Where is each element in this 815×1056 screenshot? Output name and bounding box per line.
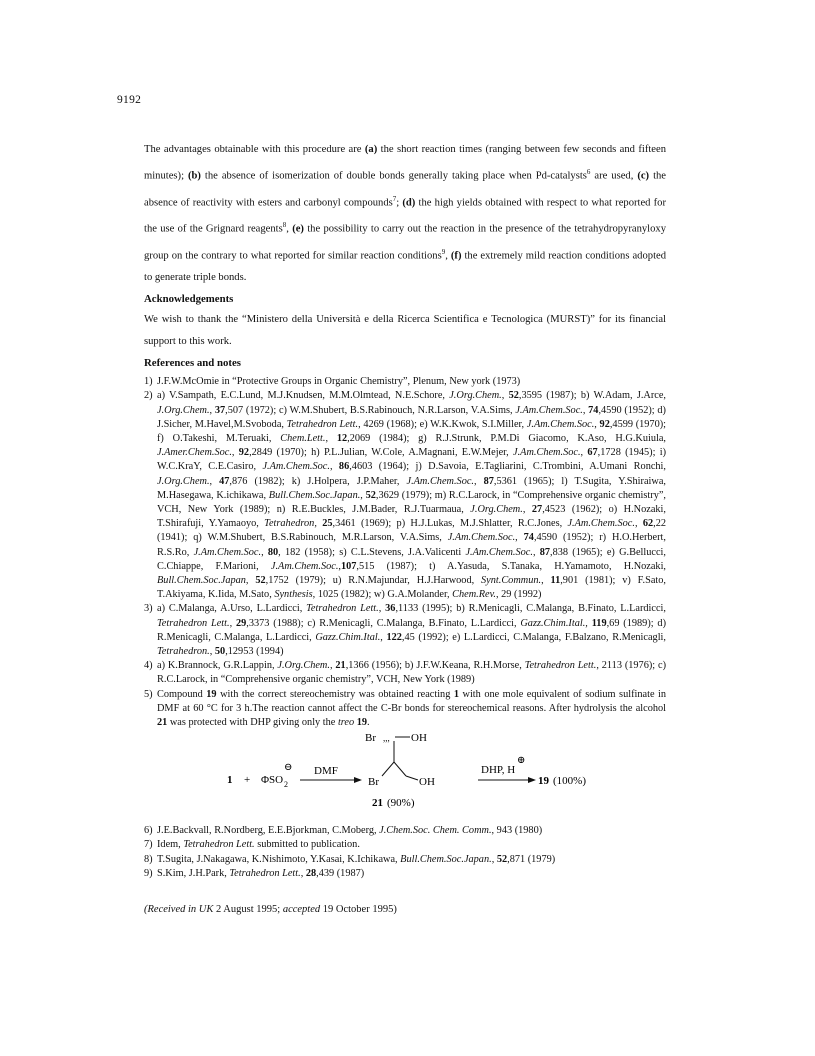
reference-number: 3) — [144, 603, 153, 615]
text-run: , — [532, 546, 540, 558]
text-run: , — [329, 660, 336, 672]
text-run: Tetrahedron Lett. — [306, 603, 379, 615]
text-run: , — [325, 432, 337, 444]
text-run: the high yields obtained with respect to what reported for the use of the Grignard reagents — [144, 197, 666, 235]
reference-item — [144, 853, 666, 867]
text-run: J.Org.Chem. — [449, 390, 502, 402]
intermediate-label: 21 — [372, 797, 383, 810]
text-run: with one mole equivalent of sodium sulfinate in DMF at 60 °C for 3 h.The reaction cannot affect the C-Br bonds for stereochemical reasons. After hydrolysis the alcohol — [157, 688, 667, 714]
references-list — [144, 375, 666, 881]
text-run: J.Am.Chem.Soc. — [406, 475, 474, 487]
text-run: with the correct stereochemistry was obtained reacting — [216, 688, 454, 700]
text-run: J.Am.Chem.Soc. — [515, 404, 583, 416]
text-run: treo — [337, 717, 355, 728]
text-run: 122 — [386, 631, 402, 643]
text-run: 28 — [305, 867, 317, 879]
reference-number: 8) — [144, 853, 153, 865]
text-run: , 4269 (1968); e) W.K.Kwok, S.I.Miller, — [358, 418, 527, 430]
article-body — [144, 139, 666, 881]
reference-item — [144, 389, 666, 602]
text-run: 25 — [322, 518, 333, 530]
text-run: 47 — [219, 475, 230, 487]
text-run: 12 — [336, 432, 348, 444]
text-run: , — [231, 447, 239, 459]
text-run: Idem, — [157, 839, 184, 851]
text-run: ,3595 (1987); b) W.Adam, J.Arce, — [518, 390, 666, 402]
text-run: ,1728 (1945); i) W.C.KraY, C.E.Casiro, — [157, 447, 666, 473]
text-run: 92 — [599, 418, 610, 430]
reactant-label: 1 — [227, 774, 233, 787]
text-run: J.Am.Chem.Soc. — [193, 546, 262, 558]
text-run: (e) — [292, 223, 304, 235]
text-run: , 182 (1958); s) C.L.Stevens, J.A.Valicenti — [278, 546, 466, 558]
text-run: 52 — [508, 390, 519, 402]
text-run: Chem.Rev. — [452, 589, 496, 601]
text-run: T.Sugita, J.Nakagawa, K.Nishimoto, Y.Kasai, K.Ichikawa, — [157, 853, 401, 865]
text-run: Bull.Chem.Soc.Japan. — [400, 853, 492, 865]
plus-sign: + — [244, 774, 251, 787]
text-run: ,4599 (1970); f) O.Takeshi, M.Teruaki, — [157, 418, 667, 444]
text-run: (b) — [188, 170, 201, 182]
text-run: 7 — [392, 194, 397, 203]
reference-item — [144, 824, 666, 838]
reference-item — [144, 838, 666, 852]
text-run: ,871 (1979) — [507, 853, 556, 865]
text-run: ,2069 (1984); g) R.J.Strunk, P.M.Di Giacomo, K.Aso, H.G.Kuiula, — [347, 432, 666, 444]
text-run: J.Am.Chem.Soc. — [262, 461, 330, 473]
reference-number: 9) — [144, 867, 153, 879]
text-run: 107 — [340, 560, 357, 572]
text-run: J.Org.Chem. — [470, 503, 523, 515]
text-run: , — [515, 532, 524, 544]
text-run: 87 — [483, 475, 494, 487]
text-run: 19 — [206, 688, 217, 700]
reference-number: 5) — [144, 688, 153, 700]
text-run: the absence of reactivity with esters and carbonyl compounds — [144, 170, 667, 209]
text-run: , — [300, 867, 306, 879]
text-run: (a) — [364, 144, 378, 155]
text-run: Synt.Commun. — [481, 574, 542, 586]
reaction-arrow-1-head — [354, 777, 362, 783]
text-run: 6 — [586, 168, 591, 176]
text-run: J.Org.Chem. — [157, 475, 210, 487]
reference-number: 6) — [144, 825, 153, 837]
text-run: Gazz.Chim.Ital., — [520, 617, 588, 629]
text-run: was protected with DHP giving only the — [167, 717, 338, 728]
text-run: Compound — [157, 688, 207, 700]
text-run: 119 — [591, 617, 607, 629]
acknowledgements-heading: Acknowledgements — [144, 293, 234, 306]
text-run: ,69 (1989); d) R.Menicagli, C.Malanga, L.Lardicci, — [157, 617, 667, 643]
reaction-arrow-2-head — [528, 777, 536, 783]
text-run: Tetrahedron Lett. — [286, 418, 359, 430]
page-number: 9192 — [117, 94, 142, 106]
text-run: , — [286, 223, 293, 235]
text-run: Tetrahedron Lett., — [157, 617, 233, 629]
text-run: Bull.Chem.Soc.Japan. — [268, 489, 361, 501]
reaction-scheme — [144, 730, 666, 824]
text-run: a) K.Brannock, G.R.Lappin, — [157, 660, 278, 672]
text-run: 27 — [531, 503, 543, 515]
text-run: ,4590 (1952); r) H.O.Herbert, R.S.Ro, — [157, 532, 666, 558]
text-run: J.Am.Chem.Soc. — [567, 518, 635, 530]
text-run: 92 — [238, 447, 250, 459]
reference-item — [144, 867, 666, 881]
reference-item — [144, 659, 666, 687]
received-date: 2 August 1995; — [213, 904, 281, 915]
text-run: submitted to publication. — [254, 839, 360, 851]
br-left-label: Br — [368, 776, 379, 789]
reference-number: 2) — [144, 390, 153, 402]
text-run: J.E.Backvall, R.Nordberg, E.E.Bjorkman, C.Moberg, — [157, 825, 380, 837]
text-run: are used, — [590, 170, 638, 182]
text-run: , — [378, 603, 386, 615]
text-run: Chem.Lett. — [280, 432, 326, 444]
text-run: Tetrahedron Lett. — [229, 867, 301, 879]
reference-item — [144, 688, 666, 731]
dhp-label: DHP, H — [481, 764, 516, 777]
text-run: ,3461 (1969); p) H.J.Lukas, M.J.Shlatter, R.C.Jones, — [332, 518, 568, 530]
text-run: Tetrahedron Lett. — [524, 660, 597, 672]
text-run: ,439 (1987) — [316, 867, 365, 879]
text-run: ,515 (1987); t) A.Yasuda, S.Tanaka, H.Yamamoto, H.Nozaki, — [356, 560, 667, 572]
text-run: ,507 (1972); c) W.M.Shubert, B.S.Rabinouch, N.R.Larson, V.A.Sims, — [225, 404, 516, 416]
text-run: 52 — [255, 574, 266, 586]
dmf-label: DMF — [314, 765, 338, 778]
text-run: (c) — [637, 170, 650, 182]
text-run: 52 — [365, 489, 376, 501]
text-run: , — [541, 574, 551, 586]
text-run: , — [329, 461, 339, 473]
text-run: J.Org.Chem. — [157, 404, 210, 416]
text-run: ,901 (1981); v) F.Sato, T.Akiyama, K.Iida, M.Sato, — [157, 574, 667, 601]
text-run: The advantages obtainable with this procedure are — [144, 144, 365, 155]
text-run: ,2849 (1970); h) P.L.Julian, W.Cole, A.Magnani, E.W.Mejer, — [249, 447, 514, 459]
text-run: Gazz.Chim.Ital. — [315, 631, 381, 643]
text-run: a) V.Sampath, E.C.Lund, M.J.Knudsen, M.M.Olmtead, N.E.Schore, — [157, 390, 450, 402]
text-run: 11 — [550, 574, 561, 586]
text-run: , — [582, 404, 589, 416]
text-run: J.Amer.Chem.Soc. — [157, 447, 232, 459]
text-run: ,4603 (1964); j) D.Savoia, E.Tagliarini, C.Trombini, A.Umani Ronchi, — [349, 461, 666, 473]
text-run: 50 — [214, 645, 226, 657]
text-run: , — [209, 645, 215, 657]
reference-number: 1) — [144, 376, 153, 388]
text-run: 1 — [453, 688, 460, 700]
text-run: 80 — [267, 546, 279, 558]
intermediate-yield: (90%) — [387, 797, 415, 810]
text-run: 74 — [588, 404, 599, 416]
text-run: , — [209, 475, 220, 487]
text-run: Synthesis, — [274, 589, 316, 601]
text-run: 9 — [441, 247, 446, 256]
references-heading: References and notes — [144, 357, 241, 370]
text-run: ,3373 (1988); c) R.Menicagli, C.Malanga, B.Finato, L.Lardicci, — [246, 617, 521, 629]
text-run: , — [522, 503, 532, 515]
text-run: ,3629 (1979); m) R.C.Larock, in “Comprehensive organic chemistry”, VCH, New York (1989); n) R.E.Buckles, J.M.Bader, R.J.Tuarmaua, — [157, 489, 666, 515]
bond-oh — [406, 776, 418, 780]
text-run: ,1752 (1979); u) R.N.Majundar, H.J.Harwood, — [265, 574, 482, 586]
text-run: (f) — [450, 250, 462, 262]
text-run: 74 — [523, 532, 534, 544]
text-run: Tetrahedron Lett. — [183, 839, 255, 851]
text-run: Tetrahedron, — [264, 518, 317, 530]
product-yield: (100%) — [553, 775, 586, 788]
text-run: J.Am.Chem.Soc. — [270, 560, 339, 572]
text-run: 62 — [642, 518, 654, 530]
svg-text:,,,: ,,, — [383, 733, 390, 744]
reference-number: 7) — [144, 839, 153, 851]
text-run: J.Am.Chem.Soc. — [447, 532, 516, 544]
text-run: J.Chem.Soc. Chem. Comm. — [379, 825, 492, 837]
accepted-date: 19 October 1995) — [320, 904, 397, 915]
text-run: ,876 (1982); k) J.Holpera, J.P.Maher, — [229, 475, 407, 487]
text-run: , — [634, 518, 643, 530]
text-run: ,1366 (1956); b) J.F.W.Keana, R.H.Morse, — [345, 660, 525, 672]
text-run: 19 — [356, 717, 368, 728]
text-run: a) C.Malanga, A.Urso, L.Lardicci, — [157, 603, 307, 615]
negative-charge: ⊖ — [284, 762, 293, 774]
text-run: J.Am.Chem.Soc. — [526, 418, 595, 430]
acknowledgements-text: We wish to thank the “Ministero della Università e della Ricerca Scientifica e Tecnologica (MURST)” for its financial support to this work. — [144, 314, 666, 348]
oh-bottom-label: OH — [419, 776, 435, 789]
text-run: 86 — [338, 461, 350, 473]
text-run: J.Am.Chem.Soc. — [513, 447, 581, 459]
text-run: S.Kim, J.H.Park, — [157, 867, 230, 879]
reference-number: 4) — [144, 660, 153, 672]
text-run: , 943 (1980) — [491, 825, 543, 837]
sulfinate-reagent: ΦSO — [261, 774, 284, 787]
text-run: 21 — [157, 717, 168, 728]
text-run: ,1133 (1995); b) R.Menicagli, C.Malanga, B.Finato, L.Lardicci, — [395, 603, 666, 615]
bond-left-br — [382, 762, 394, 776]
text-run: 36 — [385, 603, 396, 615]
text-run: , — [501, 390, 509, 402]
br-top-label: Br — [365, 732, 376, 745]
oh-top-label: OH — [411, 732, 427, 745]
text-run: 52 — [496, 853, 508, 865]
positive-charge: ⊕ — [517, 755, 526, 767]
text-run: (d) — [402, 197, 416, 209]
text-run: ,4590 (1952); d) J.Sicher, M.Havel,M.Svoboda, — [157, 404, 666, 430]
text-run: ,12953 (1994) — [225, 645, 284, 657]
received-line — [144, 904, 397, 915]
text-run: , — [360, 489, 366, 501]
reference-item — [144, 602, 666, 659]
text-run: Bull.Chem.Soc.Japan, — [157, 574, 249, 586]
text-run: , 29 (1992) — [495, 589, 542, 601]
advantages-paragraph — [144, 139, 666, 289]
text-run: 21 — [335, 660, 346, 672]
text-run: , — [473, 475, 484, 487]
text-run: , — [445, 250, 451, 262]
text-run: 29 — [235, 617, 247, 629]
text-run: the possibility to carry out the reaction in the presence of the tetrahydropyranyloxy group on the contrary to what reported for similar reaction conditions — [144, 223, 667, 262]
text-run: , — [491, 853, 497, 865]
text-run: 37 — [214, 404, 226, 416]
text-run: 8 — [282, 221, 287, 230]
text-run: ,838 (1965); e) G.Bellucci, C.Chiappe, F.Marioni, — [157, 546, 666, 572]
text-run: , — [338, 560, 341, 572]
text-run: ,45 (1992); e) L.Lardicci, C.Malanga, F.Balzano, R.Menicagli, — [401, 631, 666, 643]
text-run: J.Am.Chem.Soc. — [465, 546, 533, 558]
text-run: 67 — [587, 447, 598, 459]
text-run: , — [580, 447, 588, 459]
text-run: . — [367, 717, 370, 728]
text-run: J.Org.Chem. — [277, 660, 330, 672]
text-run: , — [594, 418, 600, 430]
text-run: , — [380, 631, 387, 643]
text-run: Tetrahedron. — [157, 645, 210, 657]
text-run: J.F.W.McOmie in “Protective Groups in Organic Chemistry”, Plenum, New york (1973) — [157, 376, 521, 388]
text-run: ,4523 (1962); o) H.Nozaki, T.Shirafuji, Y.Yamaoyo, — [157, 503, 666, 530]
text-run: the short reaction times (ranging between few seconds and fifteen minutes); — [144, 144, 666, 182]
text-run: 87 — [539, 546, 551, 558]
bond-right — [394, 762, 406, 776]
reference-item — [144, 375, 666, 389]
text-run: the absence of isomerization of double bonds generally taking place when Pd-catalysts — [200, 170, 587, 182]
text-run: , — [261, 546, 268, 558]
text-run: , — [209, 404, 215, 416]
accepted-label: accepted — [280, 904, 321, 915]
received-prefix: (Received in UK — [144, 904, 214, 915]
text-run: ,22 (1941); q) W.M.Shubert, B.S.Rabinouch, M.R.Larson, V.A.Sims, — [157, 518, 666, 544]
text-run: , 2113 (1976); c) R.C.Larock, in “Comprehensive organic chemistry”, VCH, New York (1989) — [157, 660, 667, 686]
product-label: 19 — [538, 775, 549, 788]
text-run: the extremely mild reaction conditions adopted to generate triple bonds. — [144, 250, 667, 284]
text-run: 1025 (1982); w) G.A.Molander, — [315, 589, 453, 601]
sulfinate-subscript: 2 — [284, 780, 288, 790]
text-run: ; — [396, 197, 403, 209]
text-run: ,5361 (1965); l) T.Sugita, Y.Shiraiwa, M.Hasegawa, K.ichikawa, — [157, 475, 666, 501]
